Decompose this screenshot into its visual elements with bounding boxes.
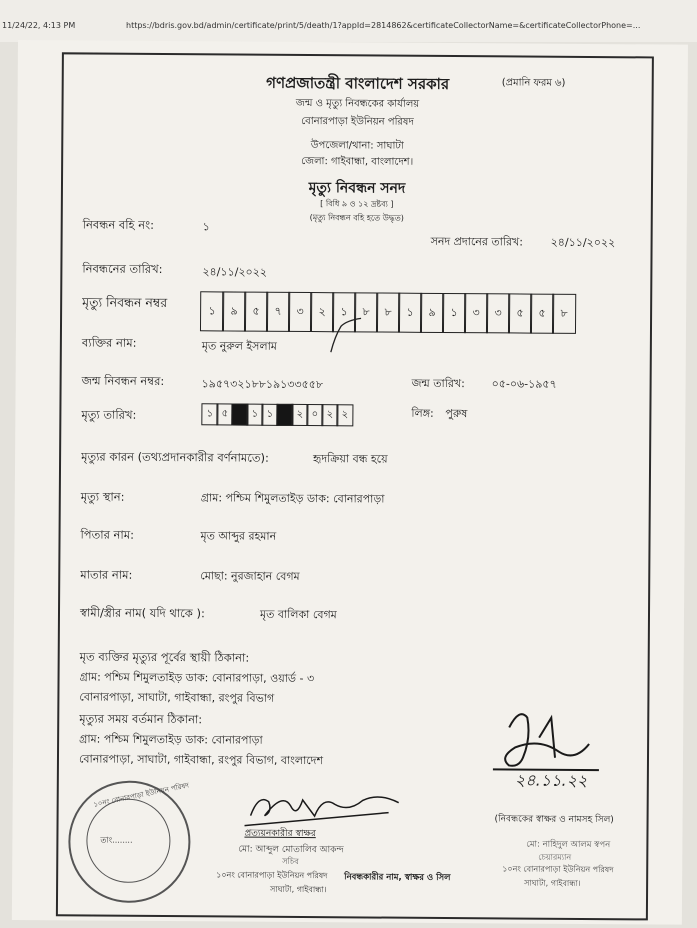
- union-round-seal: [68, 780, 191, 903]
- person-name-value: মৃত নুরুল ইসলাম: [201, 339, 277, 353]
- date-digit-box: ২: [336, 404, 353, 426]
- date-digit-box: ১: [261, 404, 278, 426]
- reg-digit-box: ৩: [288, 292, 312, 332]
- birth-reg-label: জন্ম নিবন্ধন নম্বর:: [81, 373, 165, 389]
- union-name: বোনারপাড়া ইউনিয়ন পরিষদ: [301, 115, 414, 128]
- death-reg-number-boxes: [200, 291, 600, 334]
- birth-date-label: জন্ম তারিখ:: [411, 376, 465, 391]
- reg-digit-box: ৫: [244, 292, 268, 332]
- mother-value: মোছা: নুরজাহান বেগম: [200, 569, 300, 583]
- sex-label: লিঙ্গ:: [411, 406, 434, 420]
- curr-address-line2: বোনারপাড়া, সাঘাটা, গাইবান্ধা, রংপুর বিভাগ, বাংলাদেশ: [78, 752, 324, 768]
- certificate-frame: [56, 52, 654, 920]
- reg-digit-box: ৩: [486, 293, 510, 333]
- seal-inner-date: তাং........: [100, 835, 133, 845]
- mother-label: মাতার নাম:: [80, 567, 133, 582]
- date-digit-box: ১: [201, 403, 218, 425]
- extract-note: (মৃত্যু নিবন্ধন বহি হতে উদ্ধৃত): [309, 213, 404, 223]
- reg-digit-box: ৩: [464, 293, 488, 333]
- registrar-stamp-union: ১০নং বোনারপাড়া ইউনিয়ন পরিষদ: [502, 864, 614, 875]
- date-digit-box: ২: [321, 404, 338, 426]
- verifier-place: সাঘাটা, গাইবান্ধা।: [270, 884, 327, 895]
- reg-digit-box: ৫: [530, 294, 554, 334]
- verifier-officer-label: নিবন্ধকারীর নাম, স্বাক্ষর ও সিল: [344, 872, 451, 884]
- register-book-value: ১: [202, 220, 210, 234]
- death-date-label: মৃত্যু তারিখ:: [81, 407, 137, 422]
- rule-reference: [ বিধি ৯ ও ১২ দ্রষ্টব্য ]: [320, 199, 394, 209]
- verifier-union: ১০নং বোনারপাড়া ইউনিয়ন পরিষদ: [216, 870, 328, 881]
- date-digit-box: ০: [306, 404, 323, 426]
- upazila: উপজেলা/থানা: সাঘাটা: [310, 140, 404, 152]
- register-book-label: নিবন্ধন বহি নং:: [82, 217, 155, 232]
- date-digit-box: ২: [291, 404, 308, 426]
- reg-digit-box: ১: [442, 293, 466, 333]
- issue-date-value: ২৪/১১/২০২২: [550, 235, 616, 250]
- reg-digit-box: ৭: [266, 292, 290, 332]
- registrar-stamp-role: চেয়ারম্যান: [538, 852, 572, 862]
- print-url: https://bdris.gov.bd/admin/certificate/print/5/death/1?appId=2814862&certificateCollectorName=&certificateCollectorPhone=...: [126, 21, 641, 30]
- death-date-boxes: [201, 403, 361, 426]
- death-place-value: গ্রাম: পশ্চিম শিমুলতাইড় ডাক: বোনারপাড়া: [200, 491, 385, 506]
- reg-digit-box: ৫: [508, 293, 532, 333]
- date-digit-box: ৫: [216, 403, 233, 425]
- registration-date-value: ২৪/১১/২০২২: [202, 265, 268, 279]
- handwritten-date: ২৪.১১.২২: [514, 770, 588, 790]
- perm-address-line1: গ্রাম: পশ্চিম শিমুলতাইড় ডাক: বোনারপাড়া, ওয়ার্ড - ৩: [79, 670, 315, 686]
- reg-digit-box: ১: [332, 292, 356, 332]
- verifier-role: সচিব: [282, 856, 299, 866]
- registration-date-label: নিবন্ধনের তারিখ:: [82, 261, 163, 277]
- reg-digit-box: ৮: [354, 292, 378, 332]
- death-reg-label: মৃত্যু নিবন্ধন নম্বর: [82, 294, 168, 311]
- birth-reg-value: ১৯৫৭৩২১৮৮১৯১৩৩৫৫৮: [201, 377, 324, 392]
- certificate-title: মৃত্যু নিবন্ধন সনদ: [308, 180, 406, 197]
- perm-address-label: মৃত ব্যক্তির মৃত্যুর পূর্বের স্থায়ী ঠিকানা:: [79, 649, 250, 665]
- govt-title: গণপ্রজাতন্ত্রী বাংলাদেশ সরকার: [266, 73, 450, 94]
- print-header: [0, 0, 697, 42]
- issue-date-label: সনদ প্রদানের তারিখ:: [430, 234, 524, 249]
- print-timestamp: 11/24/22, 4:13 PM: [2, 21, 76, 30]
- curr-address-line1: গ্রাম: পশ্চিম শিমুলতাইড় ডাক: বোনারপাড়া: [79, 732, 263, 747]
- birth-date-value: ০৫-০৬-১৯৫৭: [491, 377, 557, 391]
- office-name: জন্ম ও মৃত্যু নিবন্ধকের কার্যালয়: [295, 97, 420, 110]
- registrar-stamp-name: মো: নাহিদুল আলম স্বপন: [526, 839, 611, 851]
- seal-text: ১০নং বোনারপাড়া ইউনিয়ন পরিষদ: [92, 781, 190, 809]
- tick-mark: [327, 318, 367, 358]
- reg-digit-box: ৯: [222, 291, 246, 331]
- cause-value: হৃদক্রিয়া বন্ধ হয়ে: [313, 452, 388, 466]
- sex-value: পুরুষ: [445, 406, 468, 421]
- reg-digit-box: ১: [398, 293, 422, 333]
- form-number: (প্রমানি ফরম ৬): [501, 77, 566, 89]
- district: জেলা: গাইবান্ধা, বাংলাদেশ।: [301, 155, 414, 168]
- reg-digit-box: ৯: [420, 293, 444, 333]
- cause-label: মৃত্যুর কারন (তথ্যপ্রদানকারীর বর্ণনামতে):: [81, 449, 269, 465]
- father-value: মৃত আব্দুর রহমান: [200, 529, 277, 543]
- registrar-label: (নিবন্ধকের স্বাক্ষর ও নামসহ সিল): [494, 814, 614, 826]
- reg-digit-box: ৮: [376, 293, 400, 333]
- certificate-paper: [12, 40, 688, 925]
- date-digit-box: ১: [246, 404, 263, 426]
- reg-digit-box: ২: [310, 292, 334, 332]
- verifier-label: প্রত্যয়নকারীর স্বাক্ষর: [244, 828, 316, 840]
- reg-digit-box: ৮: [552, 294, 576, 334]
- perm-address-line2: বোনারপাড়া, সাঘাটা, গাইবান্ধা, রংপুর বিভাগ: [79, 690, 275, 705]
- death-place-label: মৃত্যু স্থান:: [80, 489, 125, 504]
- reg-digit-box: ১: [200, 291, 224, 331]
- spouse-value: মৃত বালিকা বেগম: [259, 607, 337, 622]
- registrar-stamp-place: সাঘাটা, গাইবান্ধা।: [524, 878, 581, 888]
- person-name-label: ব্যক্তির নাম:: [81, 335, 137, 350]
- verifier-name: মো: আব্দুল মোতালিব আকন্দ: [238, 844, 344, 856]
- spouse-label: স্বামী/স্ত্রীর নাম( যদি থাকে ):: [79, 605, 205, 621]
- curr-address-label: মৃত্যুর সময় বর্তমান ঠিকানা:: [79, 711, 203, 727]
- father-label: পিতার নাম:: [80, 527, 135, 542]
